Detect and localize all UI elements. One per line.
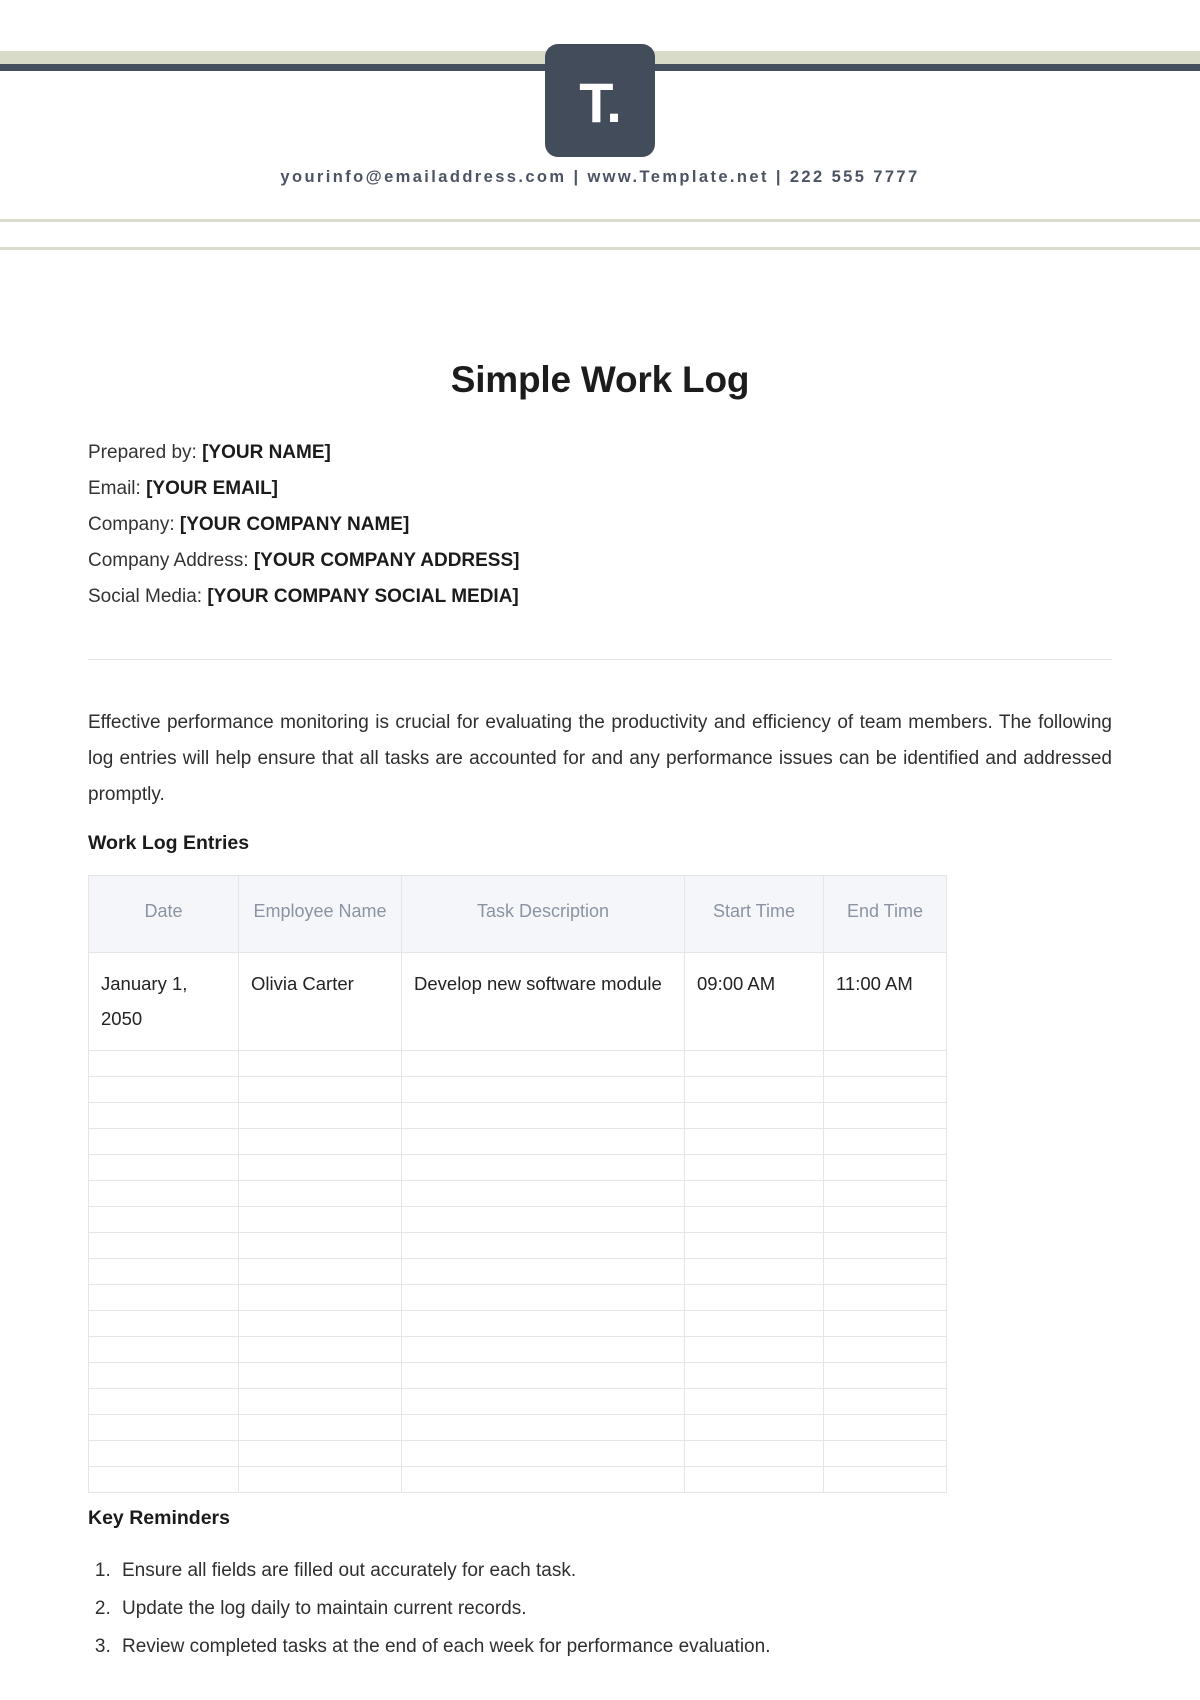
cell-empty[interactable] [824,1233,947,1259]
cell-empty[interactable] [239,1389,402,1415]
cell-empty[interactable] [239,1051,402,1077]
cell-empty[interactable] [402,1441,685,1467]
cell-empty[interactable] [685,1363,824,1389]
letterhead-header [0,0,1200,252]
cell-empty[interactable] [239,1467,402,1493]
cell-empty[interactable] [824,1285,947,1311]
cell-empty[interactable] [685,1181,824,1207]
cell-empty[interactable] [402,1467,685,1493]
prepared-by-block [88,435,1112,615]
cell-empty[interactable] [402,1311,685,1337]
table-row-empty[interactable] [89,1467,947,1493]
table-row-empty[interactable] [89,1181,947,1207]
meta-label-company: Company: [88,514,175,535]
cell-empty[interactable] [824,1103,947,1129]
work-log-table [88,875,947,1493]
list-item: 3. Review completed tasks at the end of each week for performance evaluation. [116,1628,1112,1666]
cell-empty[interactable] [89,1441,239,1467]
cell-empty[interactable] [89,1415,239,1441]
meta-row-prepared-by [88,435,1112,471]
cell-empty[interactable] [685,1207,824,1233]
intro-paragraph: Effective performance monitoring is crucial for evaluating the productivity and efficiency of team members. The following log entries will help ensure that all tasks are accounted for and any performance issues can be identified and addressed promptly. [88,712,1112,805]
cell-empty[interactable] [685,1155,824,1181]
table-row-empty[interactable] [89,1233,947,1259]
cell-empty[interactable] [824,1051,947,1077]
cell-empty[interactable] [824,1181,947,1207]
cell-empty[interactable] [239,1285,402,1311]
table-row-empty[interactable] [89,1051,947,1077]
cell-empty[interactable] [89,1129,239,1155]
meta-row-company-address [88,543,1112,579]
cell-empty[interactable] [89,1389,239,1415]
table-header [89,876,947,953]
cell-empty[interactable] [239,1311,402,1337]
logo-mark-text: T. [579,70,621,134]
meta-value-prepared-by: [YOUR NAME] [202,442,331,463]
cell-empty[interactable] [89,1259,239,1285]
company-logo [545,44,655,157]
cell-empty[interactable] [239,1077,402,1103]
column-header-task-description: Task Description [402,876,685,953]
meta-value-social-media: [YOUR COMPANY SOCIAL MEDIA] [207,586,519,607]
cell-empty[interactable] [824,1337,947,1363]
cell-empty[interactable] [239,1415,402,1441]
cell-empty[interactable] [824,1389,947,1415]
cell-empty[interactable] [402,1103,685,1129]
cell-empty[interactable] [685,1337,824,1363]
table-row-empty[interactable] [89,1129,947,1155]
cell-empty[interactable] [239,1363,402,1389]
cell-empty[interactable] [239,1259,402,1285]
cell-empty[interactable] [89,1051,239,1077]
contact-info-line: yourinfo@emailaddress.com | www.Template.net | 222 555 7777 [280,168,920,186]
cell-empty[interactable] [685,1285,824,1311]
cell-empty[interactable] [685,1077,824,1103]
cell-empty[interactable] [685,1467,824,1493]
cell-empty[interactable] [402,1233,685,1259]
meta-label-company-address: Company Address: [88,550,249,571]
cell-empty[interactable] [824,1129,947,1155]
cell-empty[interactable] [89,1155,239,1181]
cell-start-time[interactable]: 09:00 AM [685,953,824,1051]
cell-employee-name[interactable]: Olivia Carter [239,953,402,1051]
table-row-empty[interactable] [89,1363,947,1389]
table-row-empty[interactable] [89,1311,947,1337]
table-row-empty[interactable] [89,1441,947,1467]
cell-empty[interactable] [685,1259,824,1285]
cell-empty[interactable] [239,1207,402,1233]
cell-empty[interactable] [239,1441,402,1467]
work-log-entries-heading: Work Log Entries [88,832,250,854]
cell-empty[interactable] [824,1363,947,1389]
column-header-end-time: End Time [824,876,947,953]
meta-label-email: Email: [88,478,141,499]
cell-empty[interactable] [685,1415,824,1441]
page-title: Simple Work Log [450,359,750,400]
cell-empty[interactable] [685,1441,824,1467]
cell-empty[interactable] [89,1311,239,1337]
meta-row-company [88,507,1112,543]
cell-empty[interactable] [402,1077,685,1103]
cell-empty[interactable] [239,1155,402,1181]
cell-empty[interactable] [402,1051,685,1077]
list-item: 1. Ensure all fields are filled out accurately for each task. [116,1552,1112,1590]
meta-row-email [88,471,1112,507]
cell-empty[interactable] [239,1181,402,1207]
meta-value-company: [YOUR COMPANY NAME] [179,514,410,535]
cell-empty[interactable] [89,1233,239,1259]
cell-date[interactable]: January 1, 2050 [89,953,239,1051]
cell-empty[interactable] [239,1337,402,1363]
meta-value-email: [YOUR EMAIL] [146,478,279,499]
table-row-empty[interactable] [89,1259,947,1285]
cell-empty[interactable] [402,1389,685,1415]
cell-empty[interactable] [89,1181,239,1207]
cell-empty[interactable] [89,1285,239,1311]
meta-row-social-media [88,579,1112,615]
cell-empty[interactable] [402,1285,685,1311]
cell-empty[interactable] [685,1311,824,1337]
cell-empty[interactable] [685,1103,824,1129]
cell-empty[interactable] [402,1181,685,1207]
list-item: 2. Update the log daily to maintain current records. [116,1590,1112,1628]
table-row-empty[interactable] [89,1415,947,1441]
section-divider [88,659,1112,660]
cell-empty[interactable] [685,1233,824,1259]
table-row-empty[interactable] [89,1285,947,1311]
cell-empty[interactable] [685,1129,824,1155]
document-sheet [0,359,1200,1666]
sage-rule-thin-upper [0,219,1200,222]
column-header-start-time: Start Time [685,876,824,953]
cell-end-time[interactable]: 11:00 AM [824,953,947,1051]
cell-empty[interactable] [824,1311,947,1337]
cell-empty[interactable] [89,1207,239,1233]
cell-empty[interactable] [89,1363,239,1389]
cell-empty[interactable] [402,1363,685,1389]
key-reminders-heading: Key Reminders [88,1507,230,1529]
column-header-employee-name: Employee Name [239,876,402,953]
cell-empty[interactable] [89,1077,239,1103]
table-row-empty[interactable] [89,1077,947,1103]
key-reminders-list [88,1552,1112,1666]
cell-empty[interactable] [89,1103,239,1129]
cell-empty[interactable] [402,1337,685,1363]
meta-label-prepared-by: Prepared by: [88,442,197,463]
cell-empty[interactable] [685,1389,824,1415]
cell-empty[interactable] [824,1441,947,1467]
cell-empty[interactable] [685,1051,824,1077]
column-header-date: Date [89,876,239,953]
cell-empty[interactable] [239,1103,402,1129]
table-body [89,953,947,1493]
sage-rule-thin-lower [0,247,1200,250]
cell-empty[interactable] [402,1259,685,1285]
cell-empty[interactable] [824,1415,947,1441]
meta-value-company-address: [YOUR COMPANY ADDRESS] [253,550,520,571]
cell-empty[interactable] [239,1129,402,1155]
meta-label-social-media: Social Media: [88,586,203,607]
table-row-empty[interactable] [89,1155,947,1181]
cell-empty[interactable] [402,1129,685,1155]
cell-empty[interactable] [89,1337,239,1363]
table-row-empty[interactable] [89,1389,947,1415]
table-row[interactable] [89,953,947,1051]
cell-empty[interactable] [402,1207,685,1233]
table-row-empty[interactable] [89,1207,947,1233]
cell-empty[interactable] [402,1155,685,1181]
cell-empty[interactable] [824,1077,947,1103]
cell-empty[interactable] [239,1233,402,1259]
table-row-empty[interactable] [89,1103,947,1129]
table-row-empty[interactable] [89,1337,947,1363]
cell-task-description[interactable]: Develop new software module [402,953,685,1051]
cell-empty[interactable] [402,1415,685,1441]
cell-empty[interactable] [824,1259,947,1285]
table-header-row [89,876,947,953]
cell-empty[interactable] [824,1155,947,1181]
cell-empty[interactable] [824,1467,947,1493]
cell-empty[interactable] [824,1207,947,1233]
cell-empty[interactable] [89,1467,239,1493]
